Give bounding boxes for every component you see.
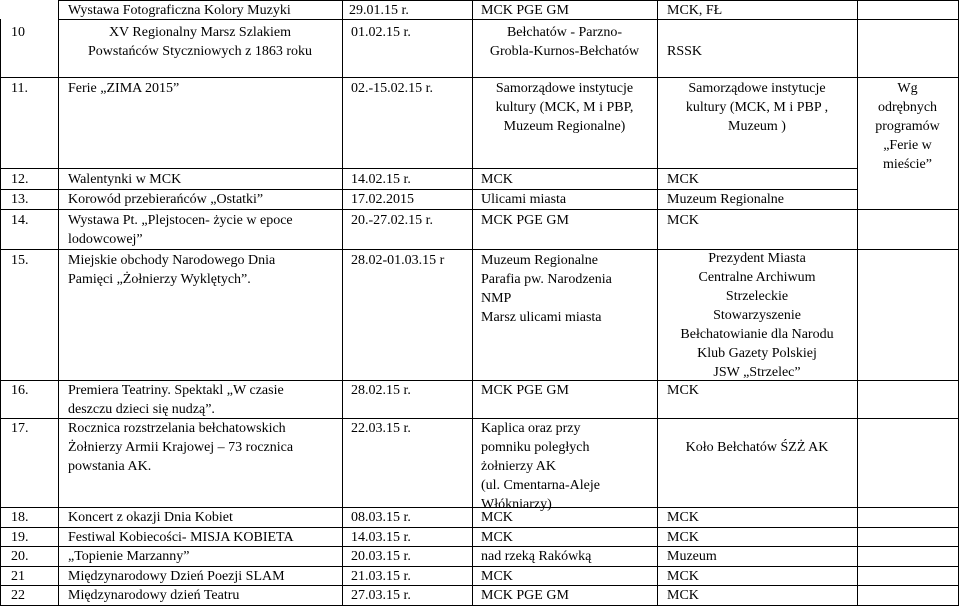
event-organizer: MCK PGE GM (481, 3, 569, 18)
event-organizer: Ulicami miasta (481, 192, 567, 207)
event-name: Walentynki w MCK (68, 172, 182, 187)
event-name: Premiera Teatriny. Spektakl „W czasie deszczu dzieci się nudzą”. (68, 383, 284, 417)
column-divider (58, 0, 59, 606)
event-date: 22.03.15 r. (351, 421, 411, 436)
event-partner: Prezydent Miasta Centralne Archiwum Strzeleckie Stowarzyszenie Bełchatowianie dla Narodu Klub Gazety Polskiej JSW „Strzelec” (680, 251, 834, 380)
event-name: Korowód przebierańców „Ostatki” (68, 192, 264, 207)
row-divider (0, 168, 857, 169)
event-number: 10 (11, 25, 25, 40)
event-partner: MCK (667, 510, 699, 525)
event-partner: MCK, FŁ (667, 3, 723, 18)
event-name: Międzynarodowy dzień Teatru (68, 588, 240, 603)
event-partner: MCK (667, 569, 699, 584)
event-date: 20.03.15 r. (351, 549, 411, 564)
event-number: 13. (11, 192, 29, 207)
event-number: 17. (11, 421, 29, 436)
event-date: 17.02.2015 (351, 192, 414, 207)
event-partner: MCK (667, 588, 699, 603)
event-number: 20. (11, 549, 29, 564)
event-partner: MCK (667, 172, 699, 187)
event-date: 28.02.15 r. (351, 383, 411, 398)
event-number: 16. (11, 383, 29, 398)
event-name: Rocznica rozstrzelania bełchatowskich Żołnierzy Armii Krajowej – 73 rocznica powstania AK. (68, 421, 294, 474)
event-organizer: MCK (481, 569, 513, 584)
row-divider (0, 77, 959, 78)
event-number: 11. (11, 81, 28, 96)
event-organizer: Muzeum Regionalne Parafia pw. Narodzenia NMP Marsz ulicami miasta (481, 253, 612, 325)
event-partner: Muzeum Regionalne (667, 192, 785, 207)
event-partner: Koło Bełchatów ŚZŻ AK (685, 440, 829, 455)
event-name: Ferie „ZIMA 2015” (68, 81, 180, 96)
event-date: 29.01.15 r. (349, 3, 409, 18)
event-name: Festiwal Kobiecości- MISJA KOBIETA (68, 530, 294, 545)
event-number: 18. (11, 510, 29, 525)
event-partner: Samorządowe instytucje kultury (MCK, M i PBP , Muzeum ) (685, 81, 829, 134)
event-organizer: nad rzeką Rakówką (481, 549, 592, 564)
event-name: Wystawa Pt. „Plejstocen- życie w epoce lodowcowej” (68, 213, 293, 247)
event-name: Miejskie obchody Narodowego Dnia Pamięci „Żołnierzy Wyklętych”. (68, 253, 276, 287)
event-date: 21.03.15 r. (351, 569, 411, 584)
event-number: 12. (11, 172, 29, 187)
event-note: Wg odrębnych programów „Ferie w mieście” (875, 81, 940, 172)
event-name: Wystawa Fotograficzna Kolory Muzyki (68, 3, 291, 18)
event-date: 08.03.15 r. (351, 510, 411, 525)
event-name: XV Regionalny Marsz Szlakiem Powstańców Styczniowych z 1863 roku (88, 25, 312, 59)
event-date: 01.02.15 r. (351, 25, 411, 40)
event-partner: Muzeum (667, 549, 717, 564)
event-number: 19. (11, 530, 29, 545)
event-organizer: MCK (481, 510, 513, 525)
event-partner: MCK (667, 383, 699, 398)
column-divider (342, 0, 343, 606)
event-date: 02.-15.02.15 r. (351, 81, 434, 96)
event-date: 20.-27.02.15 r. (351, 213, 434, 228)
row-divider (0, 209, 959, 210)
event-name: Koncert z okazji Dnia Kobiet (68, 510, 233, 525)
column-divider (0, 19, 1, 606)
event-number: 14. (11, 213, 29, 228)
event-name: „Topienie Marzanny” (68, 549, 190, 564)
event-organizer: MCK (481, 172, 513, 187)
event-date: 27.03.15 r. (351, 588, 411, 603)
event-partner: MCK (667, 213, 699, 228)
event-organizer: Kaplica oraz przy pomniku poległych żołnierzy AK (ul. Cmentarna-Aleje Włókniarzy) (481, 421, 600, 512)
event-partner: MCK (667, 530, 699, 545)
event-organizer: Samorządowe instytucje kultury (MCK, M i PBP, Muzeum Regionalne) (495, 81, 634, 134)
event-organizer: MCK (481, 530, 513, 545)
event-date: 14.03.15 r. (351, 530, 411, 545)
event-organizer: MCK PGE GM (481, 213, 569, 228)
event-organizer: MCK PGE GM (481, 383, 569, 398)
event-partner: RSSK (667, 44, 703, 59)
event-organizer: Bełchatów - Parzno- Grobla-Kurnos-Bełchatów (489, 25, 640, 59)
event-date: 14.02.15 r. (351, 172, 411, 187)
event-number: 21 (11, 569, 25, 584)
event-organizer: MCK PGE GM (481, 588, 569, 603)
event-name: Międzynarodowy Dzień Poezji SLAM (68, 569, 285, 584)
event-date: 28.02-01.03.15 r (351, 253, 445, 268)
event-number: 15. (11, 253, 29, 268)
event-number: 22 (11, 588, 25, 603)
